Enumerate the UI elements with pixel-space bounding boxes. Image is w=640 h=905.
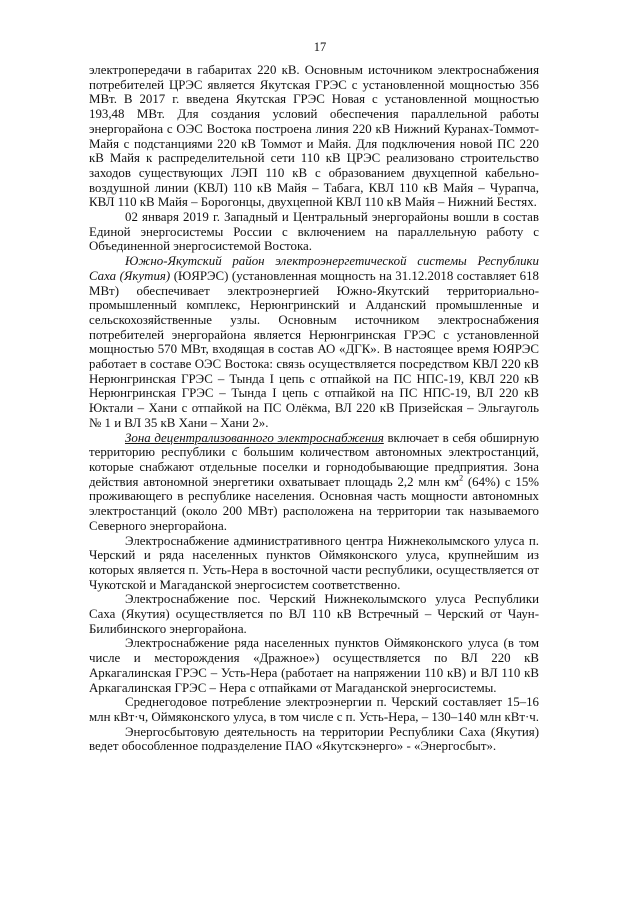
paragraph-energy-sales: Энергосбытовую деятельность на территории Республики Саха (Якутия) ведет обособленное подразделение ПАО «Якутскэнерго» - «Энергосбыт». [89, 724, 539, 754]
paragraph-central-region-continued: электропередачи в габаритах 220 кВ. Основным источником электроснабжения потребителей ЦРЭС является Якутская ГРЭС с установленной мощностью 356 МВт. В 2017 г. введена Якутская ГРЭС Новая с установленной мощностью 193,48 МВт. Для создания условий обеспечения параллельной работы энергорайона с ОЭС Востока построена линия 220 кВ Нижний Куранах-Томмот-Майя с подстанциями 220 кВ Томмот и Майя. Для подключения новой ПС 220 кВ Майя к распределительной сети 110 кВ ЦРЭС реализовано строительство заходов существующих ЛЭП 110 кВ с образованием двухцепной кабельно-воздушной линии (КВЛ) 110 кВ Майя – Табага, КВЛ 110 кВ Майя – Чурапча, КВЛ 110 кВ Майя – Борогонцы, двухцепной КВЛ 110 кВ Майя – Нижний Бестях. [89, 63, 539, 210]
page-number: 17 [313, 40, 327, 54]
decentralized-zone-title: Зона децентрализованного электроснабжения [125, 430, 384, 445]
south-yakutsk-region-title: Южно-Якутский район электроэнергетической системы Республики Саха (Якутия) [89, 254, 539, 283]
paragraph-south-yakutsk-region [89, 254, 539, 430]
decentralized-zone-text: включает в себя обширную территорию республики с большим количеством автономных электростанций, которые снабжают отдельные поселки и горнодобывающие предприятия. Зона действия автономной энергетики охватывает площадь 2,2 млн км [89, 430, 539, 489]
paragraph-unified-energy-system: 02 января 2019 г. Западный и Центральный энергорайоны вошли в состав Единой энергосистемы России с включением на параллельную работу с Объединенной энергосистемой Востока. [89, 210, 539, 254]
paragraph-oymyakon-supply: Электроснабжение ряда населенных пунктов Оймяконского улуса (в том числе и месторождения «Дражное») осуществляется по ВЛ 220 кВ Аркагалинская ГРЭС – Усть-Нера (работает на напряжении 110 кВ) и ВЛ 110 кВ Аркагалинская ГРЭС – Нера с отпайками от Магаданской энергосистемы. [89, 636, 539, 695]
paragraph-chersky-power-supply: Электроснабжение административного центра Нижнеколымского улуса п. Черский и ряда населенных пунктов Оймяконского улуса, крупнейшим из которых является п. Усть-Нера в восточной части республики, осуществляется от Чукотской и Магаданской энергосистем соответственно. [89, 533, 539, 592]
square-superscript: 2 [459, 473, 464, 483]
paragraph-annual-consumption: Среднегодовое потребление электроэнергии п. Черский составляет 15–16 млн кВт·ч, Оймяконского улуса, в том числе с п. Усть-Нера, – 130–140 млн кВт·ч. [89, 695, 539, 724]
decentralized-zone-text-end: (64%) с 15% проживающего в республике населения. Основная часть мощности автономных электростанций (около 200 МВт) расположена на территории так называемого Северного энергорайона. [89, 474, 540, 533]
south-yakutsk-region-text: (ЮЯРЭС) (установленная мощность на 31.12.2018 составляет 618 МВт) обеспечивает электроэнергией Южно-Якутский территориально-промышленный комплекс, Нерюнгринский и Алданский промышленные и сельскохозяйственные узлы. Основным источником электроснабжения потребителей энергорайона является Нерюнгринская ГРЭС с установленной мощностью 570 МВт, входящая в состав АО «ДГК». В настоящее время ЮЯРЭС работает в составе ОЭС Востока: связь осуществляется посредством КВЛ 220 кВ Нерюнгринская ГРЭС – Тында I цепь с отпайкой на ПС НПС-19, КВЛ 220 кВ Нерюнгринская ГРЭС – Тында I цепь с отпайкой на ПС НПС-19, ВЛ 220 кВ Юктали – Хани с отпайкой на ПС Олёкма, ВЛ 220 кВ Призейская – Эльгауголь № 1 и ВЛ 35 кВ Хани – Хани 2». [89, 268, 539, 430]
paragraph-decentralized-zone [89, 431, 539, 534]
document-body [89, 63, 539, 754]
paragraph-chersky-line: Электроснабжение пос. Черский Нижнеколымского улуса Республики Саха (Якутия) осуществляется по ВЛ 110 кВ Встречный – Черский от Чаун-Билибинского энергорайона. [89, 592, 539, 636]
